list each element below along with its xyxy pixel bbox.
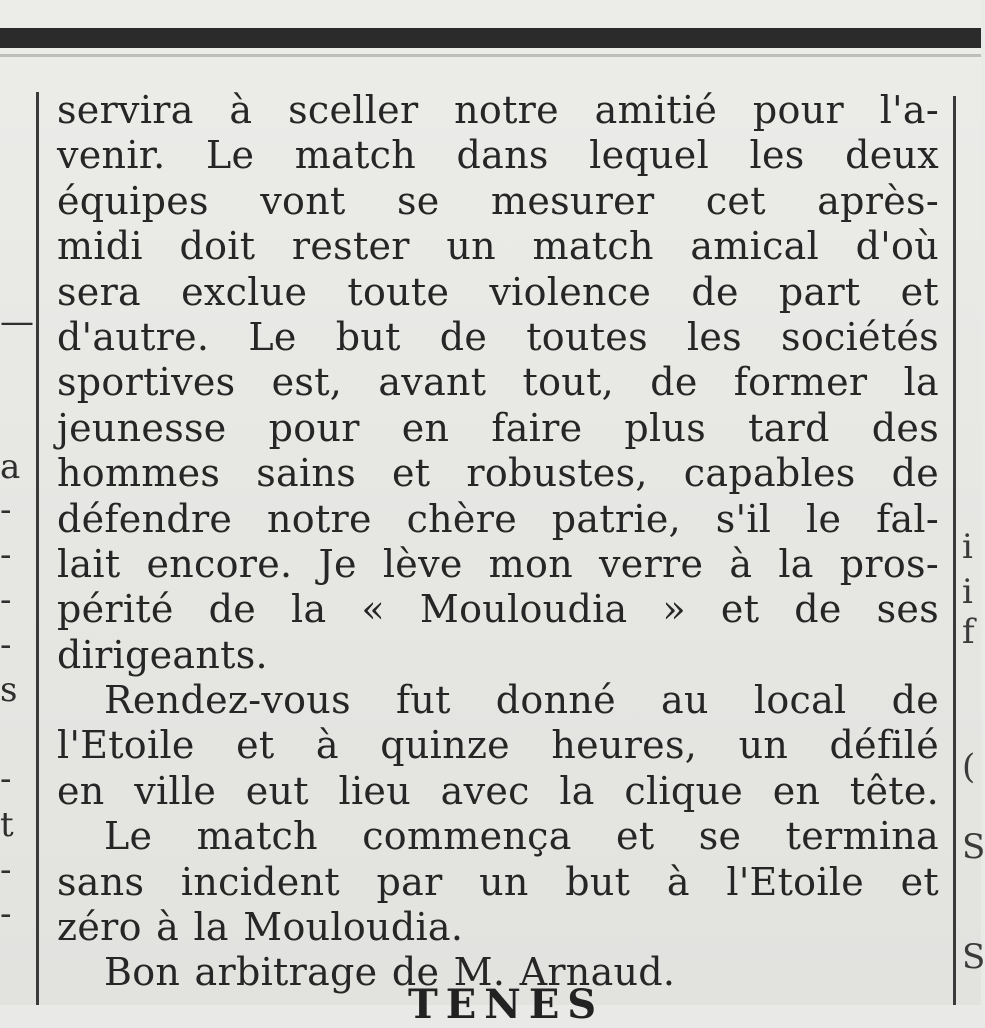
text-line: Bon arbitrage de M. Arnaud.	[104, 950, 676, 995]
text-line: midi doit rester un match amical d'où	[57, 224, 939, 269]
right-fragment: i	[962, 572, 973, 612]
left-fragment: -	[0, 850, 12, 890]
text-line: sportives est, avant tout, de former la	[57, 360, 939, 405]
left-fragment: s	[0, 670, 18, 710]
left-fragment: -	[0, 894, 12, 934]
text-line: jeunesse pour en faire plus tard des	[57, 405, 939, 450]
left-fragment: -	[0, 759, 12, 799]
text-line: d'autre. Le but de toutes les sociétés	[57, 314, 939, 359]
right-fragment: (	[962, 747, 976, 787]
top-column-rule	[0, 28, 981, 48]
next-article-heading: TENES	[408, 981, 605, 1028]
text-line: servira à sceller notre amitié pour l'a-	[57, 88, 939, 132]
text-line: zéro à la Mouloudia.	[57, 905, 464, 950]
text-line: équipes vont se mesurer cet après-	[57, 178, 939, 223]
right-column-rule	[953, 96, 956, 1005]
text-line: lait encore. Je lève mon verre à la pros-	[57, 541, 939, 586]
left-fragment: —	[0, 302, 34, 342]
text-line: venir. Le match dans lequel les deux	[57, 133, 939, 178]
text-line: périté de la « Mouloudia » et de ses	[57, 587, 939, 632]
text-line: sans incident par un but à l'Etoile et	[57, 859, 939, 904]
text-line: l'Etoile et à quinze heures, un défilé	[57, 723, 939, 768]
left-column-rule	[36, 92, 39, 1005]
text-line: hommes sains et robustes, capables de	[57, 451, 939, 496]
text-line: sera exclue toute violence de part et	[57, 269, 939, 314]
right-fragment: i	[962, 527, 973, 567]
left-column-fragments	[0, 0, 34, 1005]
left-fragment: -	[0, 490, 12, 530]
left-fragment: -	[0, 580, 12, 620]
right-column-fragments	[962, 0, 985, 1005]
right-fragment: f	[962, 612, 975, 652]
text-line: Rendez-vous fut donné au local de	[104, 678, 939, 723]
top-thin-rule	[0, 54, 981, 57]
text-line: en ville eut lieu avec la clique en tête.	[57, 768, 939, 813]
left-fragment: a	[0, 447, 21, 487]
right-fragment: S	[962, 827, 985, 867]
right-fragment: S	[962, 937, 985, 977]
left-fragment: -	[0, 625, 12, 665]
text-line: défendre notre chère patrie, s'il le fal-	[57, 496, 939, 541]
text-line: dirigeants.	[57, 632, 268, 677]
text-line: Le match commença et se termina	[104, 814, 939, 859]
article-text	[57, 88, 939, 996]
left-fragment: t	[0, 805, 14, 845]
left-fragment: -	[0, 535, 12, 575]
